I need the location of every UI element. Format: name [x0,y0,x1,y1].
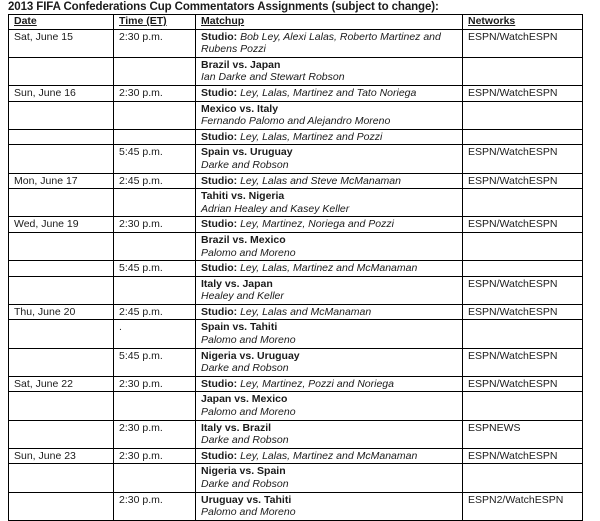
table-row [9,348,583,376]
table-header [9,15,583,30]
match-title: Spain vs. Tahiti [201,321,278,334]
cell-matchup [196,173,463,189]
cell-matchup [196,57,463,85]
cell-date [9,392,114,420]
matchup-studio-line [201,306,458,319]
column-header-matchup [196,15,463,30]
cell-matchup [196,304,463,320]
cell-time: 5:45 p.m. [114,145,196,173]
commentator-names: Ley, Lalas, Martinez and Pozzi [240,130,383,143]
cell-matchup [196,464,463,492]
cell-networks [463,57,583,85]
cell-networks: ESPN/WatchESPN [463,85,583,101]
cell-matchup [196,232,463,260]
table-row [9,57,583,85]
cell-date: Sun, June 16 [9,85,114,101]
cell-date [9,320,114,348]
table-row [9,464,583,492]
cell-date [9,420,114,448]
commentator-names: Ley, Lalas and McManaman [240,305,372,318]
cell-matchup [196,392,463,420]
table-row [9,29,583,57]
cell-matchup [196,101,463,129]
cell-time: 2:45 p.m. [114,173,196,189]
commentator-names: Palomo and Moreno [201,334,296,347]
cell-networks [463,189,583,217]
cell-networks: ESPN/WatchESPN [463,29,583,57]
table-row [9,261,583,277]
match-title: Italy vs. Japan [201,277,273,290]
commentator-names: Bob Ley, Alexi Lalas, Roberto Martinez and Rubens Pozzi [201,30,441,56]
cell-networks: ESPN/WatchESPN [463,304,583,320]
cell-date [9,232,114,260]
cell-networks: ESPNEWS [463,420,583,448]
cell-matchup [196,217,463,233]
cell-networks [463,261,583,277]
cell-matchup [196,448,463,464]
studio-label: Studio: [201,305,238,318]
commentator-names: Darke and Robson [201,478,289,490]
cell-networks: ESPN/WatchESPN [463,217,583,233]
studio-label: Studio: [201,130,238,143]
commentator-names: Ian Darke and Stewart Robson [201,71,345,84]
studio-label: Studio: [201,218,238,231]
cell-time: 2:30 p.m. [114,492,196,520]
studio-label: Studio: [201,174,238,187]
cell-time: 2:30 p.m. [114,376,196,392]
matchup-studio-line [201,131,458,144]
cell-date: Wed, June 19 [9,217,114,233]
commentator-names: Darke and Robson [201,362,289,375]
cell-time [114,392,196,420]
cell-time: 2:30 p.m. [114,448,196,464]
commentator-assignments-table [8,14,583,521]
commentator-names: Ley, Lalas and Steve McManaman [240,174,401,187]
commentator-names: Palomo and Moreno [201,246,296,259]
header-row [9,15,583,30]
commentator-names: Ley, Lalas, Martinez and McManaman [240,449,418,462]
table-row [9,492,583,520]
table-row [9,85,583,101]
match-title: Mexico vs. Italy [201,102,279,115]
table-row [9,376,583,392]
studio-label: Studio: [201,30,238,43]
cell-date [9,276,114,304]
cell-time [114,101,196,129]
commentator-names: Healey and Keller [201,290,284,303]
cell-matchup [196,129,463,145]
cell-matchup [196,320,463,348]
table-row [9,304,583,320]
table-row [9,276,583,304]
match-title: Uruguay vs. Tahiti [201,493,292,506]
cell-matchup [196,492,463,520]
cell-time [114,189,196,217]
cell-date [9,189,114,217]
matchup-studio-line [201,175,458,188]
cell-networks [463,101,583,129]
cell-matchup [196,348,463,376]
column-header-networks [463,15,583,30]
cell-networks [463,232,583,260]
cell-matchup [196,85,463,101]
table-row [9,173,583,189]
studio-label: Studio: [201,262,238,275]
match-title: Brazil vs. Mexico [201,233,286,246]
table-row [9,320,583,348]
cell-networks: ESPN/WatchESPN [463,173,583,189]
cell-networks [463,129,583,145]
matchup-studio-line [201,378,458,391]
table-row [9,145,583,173]
table-row [9,217,583,233]
cell-networks: ESPN/WatchESPN [463,376,583,392]
cell-date: Thu, June 20 [9,304,114,320]
cell-matchup [196,29,463,57]
cell-matchup [196,376,463,392]
column-header-networks-label: Networks [468,15,516,27]
cell-networks: ESPN/WatchESPN [463,348,583,376]
commentator-names: Darke and Robson [201,158,289,171]
cell-networks [463,320,583,348]
commentator-names: Ley, Lalas, Martinez and Tato Noriega [240,86,417,99]
cell-matchup [196,420,463,448]
commentator-names: Palomo and Moreno [201,406,296,419]
cell-date [9,101,114,129]
cell-date: Sun, June 23 [9,448,114,464]
commentator-names: Adrian Healey and Kasey Keller [201,202,350,215]
cell-networks: ESPN/WatchESPN [463,448,583,464]
column-header-matchup-label: Matchup [201,15,245,27]
commentator-names: Ley, Martinez, Pozzi and Noriega [240,377,394,390]
cell-time [114,276,196,304]
table-row [9,448,583,464]
match-title: Tahiti vs. Nigeria [201,190,285,203]
table-row [9,101,583,129]
column-header-date [9,15,114,30]
matchup-studio-line [201,262,458,275]
studio-label: Studio: [201,449,238,462]
cell-time: 2:45 p.m. [114,304,196,320]
match-title: Japan vs. Mexico [201,393,288,406]
cell-networks [463,392,583,420]
cell-time: 2:30 p.m. [114,217,196,233]
cell-time: 2:30 p.m. [114,420,196,448]
commentator-names: Ley, Lalas, Martinez and McManaman [240,262,418,275]
cell-time: . [114,320,196,348]
column-header-time [114,15,196,30]
cell-networks: ESPN/WatchESPN [463,145,583,173]
cell-date [9,57,114,85]
cell-date: Sat, June 22 [9,376,114,392]
table-row [9,420,583,448]
cell-time: 2:30 p.m. [114,29,196,57]
cell-matchup [196,189,463,217]
cell-date: Mon, June 17 [9,173,114,189]
match-title: Brazil vs. Japan [201,58,281,71]
table-row [9,392,583,420]
cell-date [9,145,114,173]
match-title: Nigeria vs. Uruguay [201,349,300,362]
matchup-studio-line [201,31,458,56]
commentator-names: Darke and Robson [201,434,289,447]
cell-date [9,492,114,520]
cell-time [114,464,196,492]
column-header-time-label: Time (ET) [119,15,167,27]
page-title: 2013 FIFA Confederations Cup Commentators Assignments (subject to change): [8,1,439,13]
cell-date [9,464,114,492]
cell-time: 2:30 p.m. [114,85,196,101]
table-row [9,129,583,145]
cell-matchup [196,276,463,304]
cell-time [114,232,196,260]
table-row [9,232,583,260]
cell-matchup [196,145,463,173]
cell-networks: ESPN/WatchESPN [463,276,583,304]
cell-time [114,57,196,85]
cell-time: 5:45 p.m. [114,261,196,277]
cell-date [9,261,114,277]
cell-matchup [196,261,463,277]
cell-date [9,348,114,376]
matchup-studio-line [201,450,458,463]
match-title: Spain vs. Uruguay [201,146,293,159]
cell-date [9,129,114,145]
commentator-names: Ley, Martinez, Noriega and Pozzi [240,218,394,231]
cell-time: 5:45 p.m. [114,348,196,376]
cell-networks [463,464,583,492]
commentator-names: Palomo and Moreno [201,506,296,519]
studio-label: Studio: [201,86,238,99]
matchup-studio-line [201,218,458,231]
studio-label: Studio: [201,377,238,390]
cell-networks: ESPN2/WatchESPN [463,492,583,520]
table-row [9,189,583,217]
match-title: Italy vs. Brazil [201,421,272,434]
column-header-date-label: Date [14,15,37,27]
cell-time [114,129,196,145]
cell-date: Sat, June 15 [9,29,114,57]
schedule-table-container [8,14,582,521]
match-title: Nigeria vs. Spain [201,465,286,478]
table-body [9,29,583,520]
matchup-studio-line [201,87,458,100]
commentator-names: Fernando Palomo and Alejandro Moreno [201,115,391,128]
